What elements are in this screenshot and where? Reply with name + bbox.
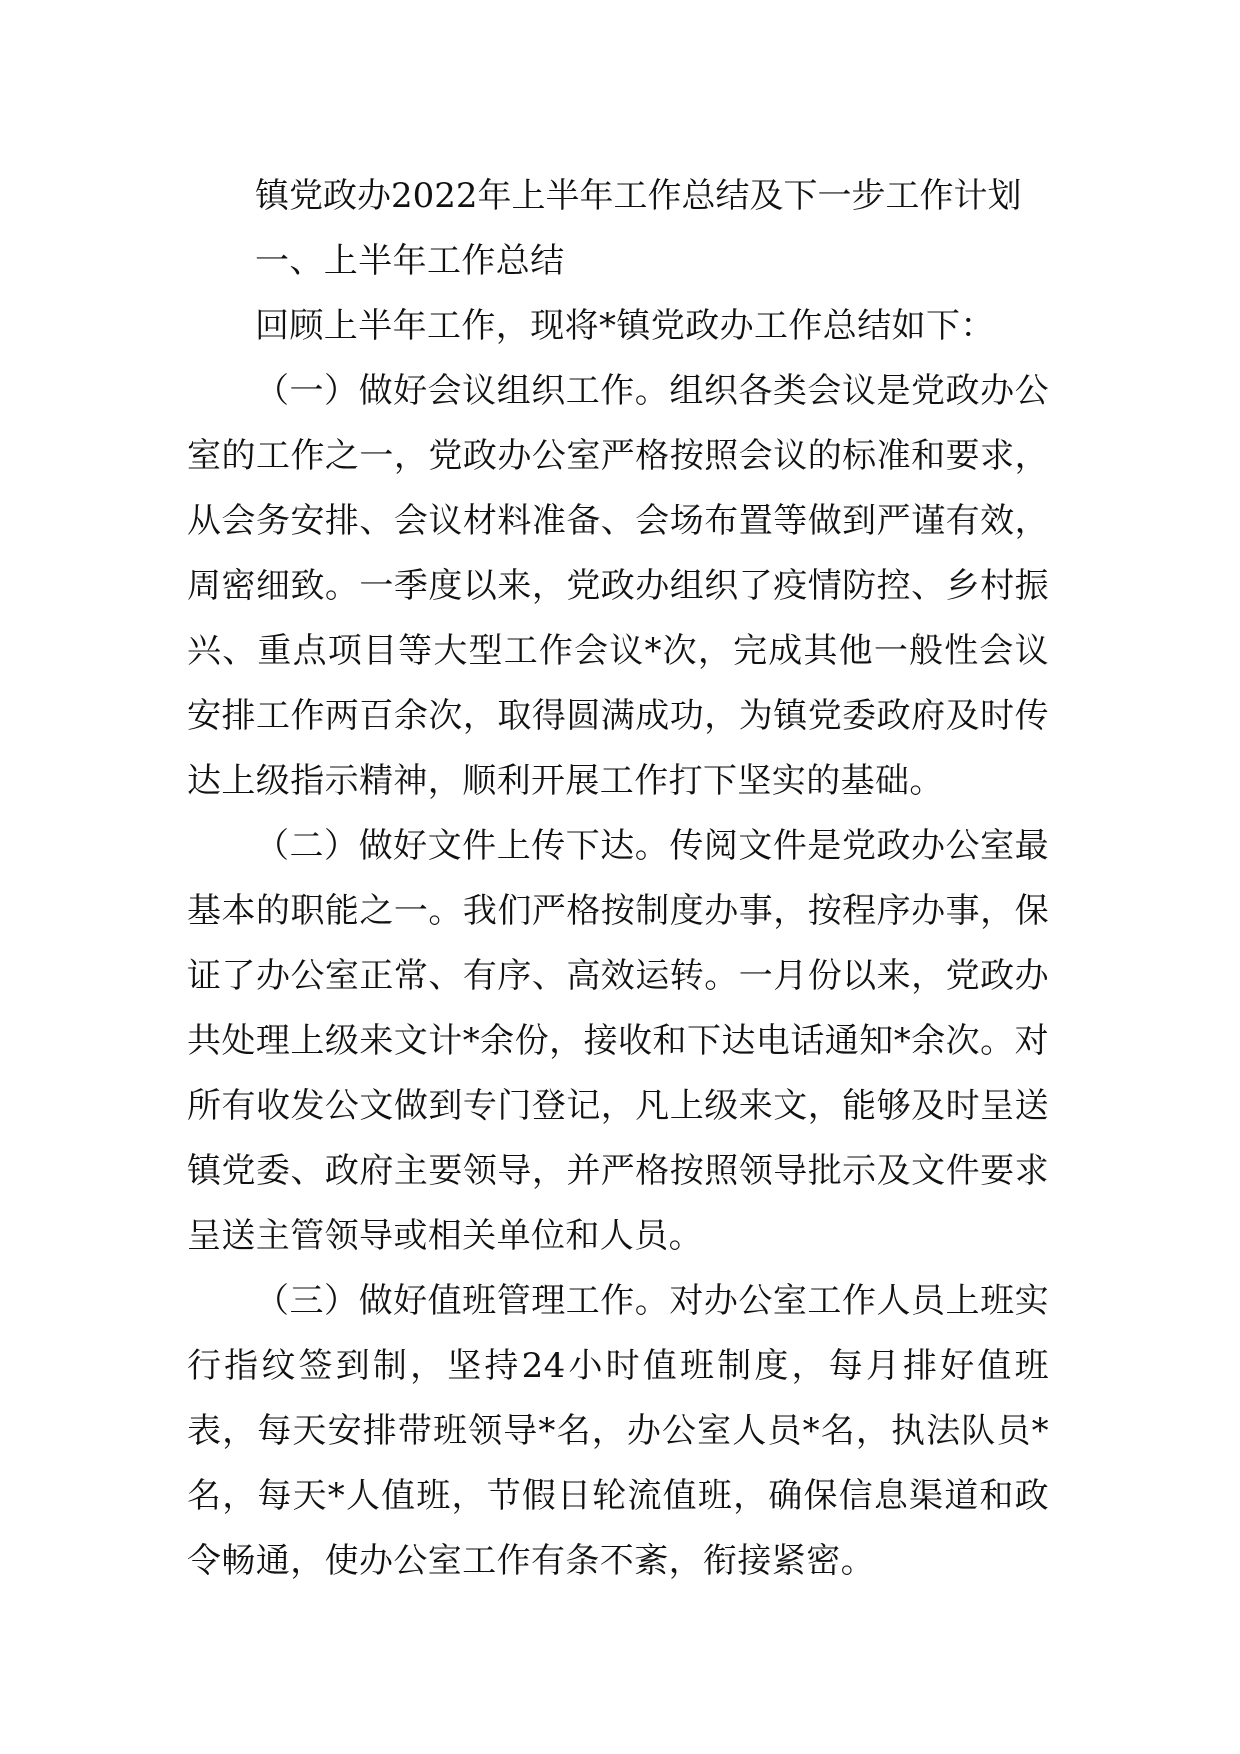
paragraph-documents: （二）做好文件上传下达。传阅文件是党政办公室最基本的职能之一。我们严格按制度办事，按程序办事，保证了办公室正常、有序、高效运转。一月份以来，党政办共处理上级来文计*余份，接收和下达电话通知*余次。对所有收发公文做到专门登记，凡上级来文，能够及时呈送镇党委、政府主要领导，并严格按照领导批示及文件要求呈送主管领导或相关单位和人员。 (187, 826, 1049, 1256)
document-title: 镇党政办2022年上半年工作总结及下一步工作计划 (255, 176, 1022, 216)
section-heading: 一、上半年工作总结 (255, 241, 565, 281)
intro-paragraph: 回顾上半年工作，现将*镇党政办工作总结如下： (255, 306, 995, 346)
document-body (187, 164, 1049, 1594)
paragraph-meetings: （一）做好会议组织工作。组织各类会议是党政办公室的工作之一，党政办公室严格按照会议的标准和要求，从会务安排、会议材料准备、会场布置等做到严谨有效，周密细致。一季度以来，党政办组织了疫情防控、乡村振兴、重点项目等大型工作会议*次，完成其他一般性会议安排工作两百余次，取得圆满成功，为镇党委政府及时传达上级指示精神，顺利开展工作打下坚实的基础。 (187, 371, 1049, 801)
paragraph-duty: （三）做好值班管理工作。对办公室工作人员上班实行指纹签到制，坚持24小时值班制度，每月排好值班表，每天安排带班领导*名，办公室人员*名，执法队员*名，每天*人值班，节假日轮流值班，确保信息渠道和政令畅通，使办公室工作有条不紊，衔接紧密。 (187, 1281, 1049, 1581)
